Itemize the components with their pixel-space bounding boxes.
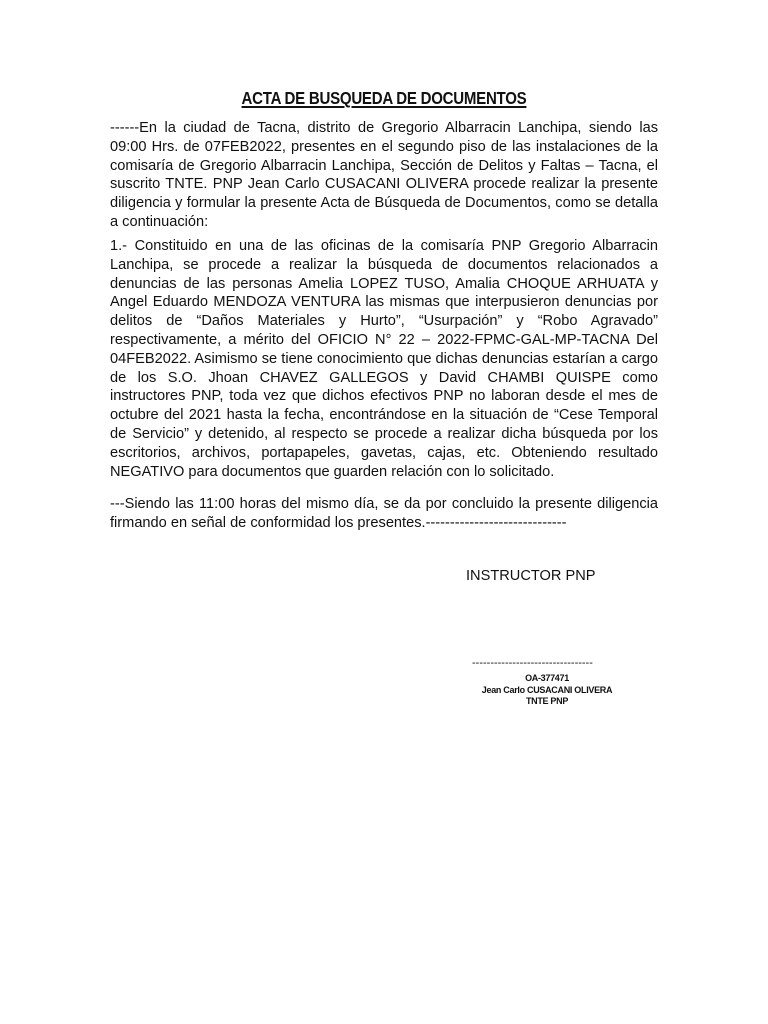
document-title: ACTA DE BUSQUEDA DE DOCUMENTOS bbox=[241, 88, 527, 108]
instructor-label: INSTRUCTOR PNP bbox=[466, 568, 596, 584]
signature-code: OA-377471 bbox=[525, 673, 569, 683]
signature-name: Jean Carlo CUSACANI OLIVERA bbox=[481, 684, 613, 695]
closing-paragraph: ---Siendo las 11:00 horas del mismo día, se da por concluido la presente diligencia firmando en señal de conformidad los presentes.----------------------------- bbox=[110, 496, 658, 531]
signature-line: --------------------------------- bbox=[472, 657, 593, 669]
opening-paragraph: ------En la ciudad de Tacna, distrito de Gregorio Albarracin Lanchipa, siendo las 09:00 Hrs. de 07FEB2022, presentes en el segundo piso de las instalaciones de la comisaría de Gregorio Albarracin Lanchipa, Sección de Delitos y Faltas – Tacna, el suscrito TNTE. PNP Jean Carlo CUSACANI OLIVERA procede realizar la presente diligencia y formular la presente Acta de Búsqueda de Documentos, como se detalla a continuación: bbox=[110, 120, 658, 230]
search-details-paragraph: 1.- Constituido en una de las oficinas de la comisaría PNP Gregorio Albarracin Lanchipa, se procede a realizar la búsqueda de documentos relacionados a denuncias de las personas Amelia LOPEZ TUSO, Amalia CHOQUE ARHUATA y Angel Eduardo MENDOZA VENTURA las mismas que interpusieron denuncias por delitos de “Daños Materiales y Hurto”, “Usurpación” y “Robo Agravado” respectivamente, a mérito del OFICIO N° 22 – 2022-FPMC-GAL-MP-TACNA Del 04FEB2022. Asimismo se tiene conocimiento que dichas denuncias estarían a cargo de los S.O. Jhoan CHAVEZ GALLEGOS y David CHAMBI QUISPE como instructores PNP, toda vez que dichos efectivos PNP no laboran desde el mes de octubre del 2021 hasta la fecha, encontrándose en la situación de “Cese Temporal de Servicio” y detenido, al respecto se procede a realizar dicha búsqueda por los escritorios, archivos, portapapeles, gavetas, cajas, etc. Obteniendo resultado NEGATIVO para documentos que guarden relación con lo solicitado. bbox=[110, 238, 658, 480]
signature-rank: TNTE PNP bbox=[525, 696, 569, 706]
signature-block bbox=[452, 673, 642, 708]
